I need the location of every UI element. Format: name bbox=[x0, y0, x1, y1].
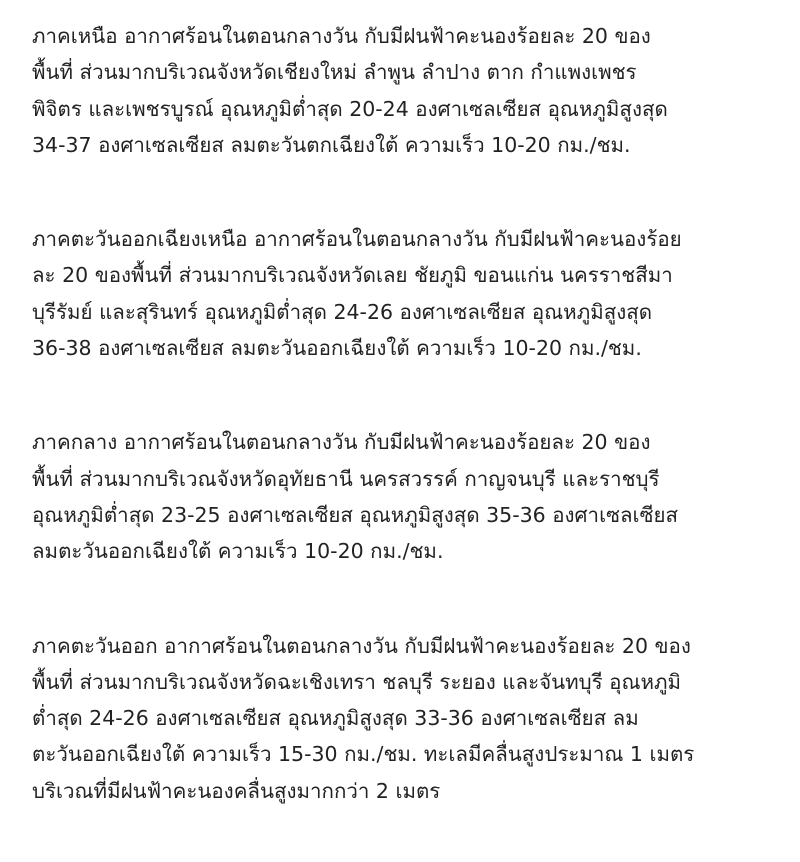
text-line: บุรีรัมย์ และสุรินทร์ อุณหภูมิต่ำสุด 24-26 องศาเซลเซียส อุณหภูมิสูงสุด bbox=[32, 299, 653, 324]
forecast-paragraph-north bbox=[32, 18, 772, 163]
text-line: ต่ำสุด 24-26 องศาเซลเซียส อุณหภูมิสูงสุด 33-36 องศาเซลเซียส ลม bbox=[32, 706, 639, 731]
text-line: ละ 20 ของพื้นที่ ส่วนมากบริเวณจังหวัดเลย ชัยภูมิ ขอนแก่น นครราชสีมา bbox=[32, 263, 673, 288]
text-line: บริเวณที่มีฝนฟ้าคะนองคลื่นสูงมากกว่า 2 เมตร bbox=[32, 778, 441, 803]
forecast-article bbox=[32, 18, 772, 809]
text-line: ภาคกลาง อากาศร้อนในตอนกลางวัน กับมีฝนฟ้าคะนองร้อยละ 20 ของ bbox=[32, 430, 651, 455]
text-line: 36-38 องศาเซลเซียส ลมตะวันออกเฉียงใต้ ความเร็ว 10-20 กม./ชม. bbox=[32, 336, 642, 361]
text-line: ตะวันออกเฉียงใต้ ความเร็ว 15-30 กม./ชม. ทะเลมีคลื่นสูงประมาณ 1 เมตร bbox=[32, 742, 695, 767]
text-line: พื้นที่ ส่วนมากบริเวณจังหวัดอุทัยธานี นครสวรรค์ กาญจนบุรี และราชบุรี bbox=[32, 466, 660, 491]
text-line: ภาคตะวันออกเฉียงเหนือ อากาศร้อนในตอนกลางวัน กับมีฝนฟ้าคะนองร้อย bbox=[32, 227, 682, 252]
forecast-paragraph-northeast bbox=[32, 221, 772, 366]
text-line: 34-37 องศาเซลเซียส ลมตะวันตกเฉียงใต้ ความเร็ว 10-20 กม./ชม. bbox=[32, 132, 631, 157]
text-line: ภาคตะวันออก อากาศร้อนในตอนกลางวัน กับมีฝนฟ้าคะนองร้อยละ 20 ของ bbox=[32, 633, 691, 658]
text-line: พื้นที่ ส่วนมากบริเวณจังหวัดฉะเชิงเทรา ชลบุรี ระยอง และจันทบุรี อุณหภูมิ bbox=[32, 669, 682, 694]
text-line: ลมตะวันออกเฉียงใต้ ความเร็ว 10-20 กม./ชม. bbox=[32, 539, 444, 564]
forecast-paragraph-central bbox=[32, 424, 772, 569]
forecast-paragraph-east bbox=[32, 628, 772, 809]
text-line: พื้นที่ ส่วนมากบริเวณจังหวัดเชียงใหม่ ลำพูน ลำปาง ตาก กำแพงเพชร bbox=[32, 60, 637, 85]
text-line: อุณหภูมิต่ำสุด 23-25 องศาเซลเซียส อุณหภูมิสูงสุด 35-36 องศาเซลเซียส bbox=[32, 502, 679, 527]
text-line: ภาคเหนือ อากาศร้อนในตอนกลางวัน กับมีฝนฟ้าคะนองร้อยละ 20 ของ bbox=[32, 24, 651, 48]
text-line: พิจิตร และเพชรบูรณ์ อุณหภูมิต่ำสุด 20-24 องศาเซลเซียส อุณหภูมิสูงสุด bbox=[32, 96, 668, 121]
